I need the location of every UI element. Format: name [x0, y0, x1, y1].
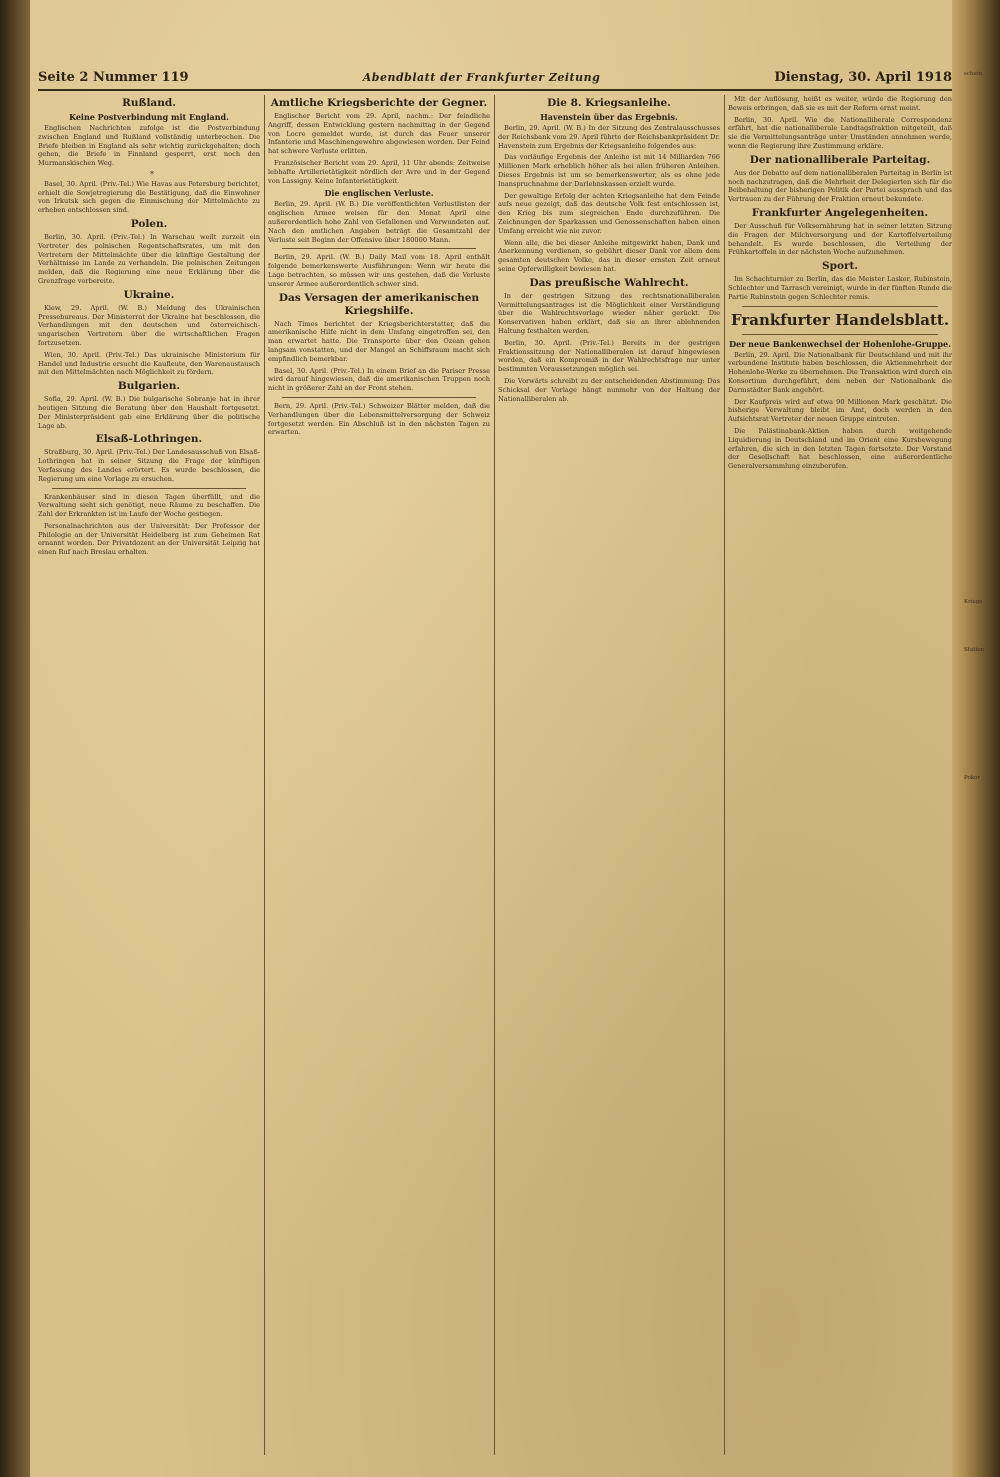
heading-polen: Polen.	[130, 217, 168, 230]
heading-amtliche-kriegsberichte: Amtliche Kriegsberichte der Gegner.	[270, 97, 488, 109]
column-1	[38, 95, 260, 1455]
article-text: Nach Times berichtet der Kriegsberichterstatter, daß die amerikanische Hilfe nicht in dem Umfang eingetroffen sei, den man erwartet hatte. Die Transporte über den Ozean gehen langsam vonstatten, und der Mangel an Schiffsraum macht sich empfindlich bemerkbar.	[268, 319, 490, 363]
column-4	[728, 95, 952, 1455]
article-text: In der gestrigen Sitzung des rechtsnationalliberalen Vermittelungsantrages ist die Möglichkeit einer Verständigung über die Wahlrechtsvorlage wieder näher gerückt. Die Konservativen haben erklärt, daß sie an ihrer ablehnenden Haltung festhalten werden.	[498, 291, 720, 335]
article-text: Französischer Bericht vom 29. April, 11 Uhr abends: Zeitweise lebhafte Artillerietätigkeit nördlich der Avre und in der Gegend von Lassigny. Keine Infanterietätigkeit.	[268, 158, 490, 185]
page-header	[38, 66, 952, 88]
section-divider	[282, 248, 476, 249]
article-text: Im Schachturnier zu Berlin, das die Meister Lasker, Rubinstein, Schlechter und Tarrasch vereinigt, wurde in der fünften Runde die Partie Rubinstein gegen Schlechter remis.	[728, 275, 952, 301]
article-text: Der gewaltige Erfolg der achten Kriegsanleihe hat dem Feinde aufs neue gezeigt, daß das deutsche Volk fest entschlossen ist, den Krieg bis zum siegreichen Ende durchzuführen. Die Zeichnungen der Sparkassen und Genossenschaften haben einen Umfang erreicht wie nie zuvor.	[498, 191, 720, 235]
issue-date: Dienstag, 30. April 1918	[774, 69, 952, 85]
article-text: Basel, 30. April. (Priv.-Tel.) Wie Havas aus Petersburg berichtet, erhielt die Sowjetregierung die Bestätigung, daß die Einwohner von Irkutsk sich gegen die Einmischung der Mittelmächte zu erheben entschlossen sind.	[38, 179, 260, 215]
column-2	[268, 95, 490, 1455]
heading-sport: Sport.	[822, 260, 858, 273]
section-divider	[742, 334, 938, 335]
section-divider	[52, 488, 246, 489]
heading-englische-verluste: Die englischen Verluste.	[324, 188, 434, 199]
adjacent-page-text: schein	[964, 71, 983, 77]
heading-bulgarien: Bulgarien.	[117, 380, 181, 393]
article-text: Berlin, 29. April. (W. B.) Die veröffentlichten Verlustlisten der englischen Armee weisen für den Monat April eine außerordentlich hohe Zahl von Gefallenen und Verwundeten auf. Nach den amtlichen Angaben beträgt die Gesamtzahl der Verluste seit Beginn der Offensive über 180000 Mann.	[268, 200, 490, 244]
article-text: Berlin, 30. April. (Priv.-Tel.) Bereits in der gestrigen Fraktionssitzung der Nationalliberalen ist darauf hingewiesen worden, daß ein Kompromiß in der Wahlrechtsfrage nur unter bestimmten Voraussetzungen möglich sei.	[498, 338, 720, 374]
column-divider	[264, 95, 265, 1455]
masthead: Abendblatt der Frankfurter Zeitung	[362, 70, 601, 84]
subheading-russland: Keine Postverbindung mit England.	[69, 112, 229, 122]
subheading-havenstein: Havenstein über das Ergebnis.	[540, 112, 678, 122]
heading-russland: Rußland.	[122, 97, 176, 109]
article-text: Berlin, 29. April. (W. B.) Daily Mail vom 18. April enthält folgende bemerkenswerte Ausführungen: Wenn wir heute die Lage betrachten, so müssen wir uns gestehen, daß die Verluste unserer Armee außerordentlich schwer sind.	[268, 253, 490, 288]
article-text: Aus der Debatte auf dem nationalliberalen Parteitag in Berlin ist noch nachzutragen, daß die Mehrheit der Delegierten sich für die Beibehaltung der bisherigen Politik der Partei aussprach und das Vertrauen zu der Führung der Fraktion erneut bekundete.	[728, 168, 952, 204]
article-text: Die Vorwärts schreibt zu der entscheidenden Abstimmung: Das Schicksal der Vorlage hängt nunmehr von der Haltung der Nationalliberalen ab.	[498, 376, 720, 403]
article-text: Bern, 29. April. (Priv.-Tel.) Schweizer Blätter melden, daß die Verhandlungen über die Lebensmittelversorgung der Schweiz fortgesetzt werden. Ein Abschluß ist in den nächsten Tagen zu erwarten.	[268, 401, 490, 437]
adjacent-page-text: Kriegs	[964, 599, 983, 605]
column-3	[498, 95, 720, 1455]
article-text: Der Kaufpreis wird auf etwa 90 Millionen Mark geschätzt. Die bisherige Verwaltung bleibt im Amt, doch werden in den Aufsichtsrat Vertreter der neuen Gruppe eintreten.	[728, 397, 952, 424]
article-text: Basel, 30. April. (Priv.-Tel.) In einem Brief an die Pariser Presse wird darauf hingewiesen, daß die amerikanischen Truppen noch nicht in größerer Zahl an der Front stehen.	[268, 366, 490, 393]
article-text: Berlin, 30. April. Wie die Nationalliberale Correspondenz erfährt, hat die nationalliberale Landtagsfraktion mitgeteilt, daß sie die Vermittelungsanträge unter Umständen annehmen werde, wenn die Regierung ihre Zustimmung erkläre.	[728, 115, 952, 150]
column-divider	[494, 95, 495, 1455]
article-text: Straßburg, 30. April. (Priv.-Tel.) Der Landesausschuß von Elsaß-Lothringen hat in seiner Sitzung die Frage der künftigen Verfassung des Landes erörtert. Es wurde beschlossen, die Regierung um eine Vorlage zu ersuchen.	[38, 448, 260, 483]
section-divider	[282, 397, 476, 398]
adjacent-page-text: Pokor	[964, 775, 981, 781]
article-text: Personalnachrichten aus der Universität: Der Professor der Philologie an der Universität Heidelberg ist zum Geheimen Rat ernannt worden. Der Privatdozent an der Universität Leipzig hat einen Ruf nach Breslau erhalten.	[38, 521, 260, 557]
heading-ukraine: Ukraine.	[123, 288, 175, 301]
adjacent-page-strip	[960, 0, 1000, 1477]
separator-dot: *	[150, 169, 154, 179]
heading-nationalliberaler-parteitag: Der nationalliberale Parteitag.	[749, 153, 931, 166]
adjacent-page-text: Station	[964, 647, 985, 653]
article-text: Sofia, 29. April. (W. B.) Die bulgarische Sobranje hat in ihrer heutigen Sitzung die Beratung über den Haushalt fortgesetzt. Der Ministerpräsident gab eine Erklärung über die politische Lage ab.	[38, 395, 260, 430]
article-text: Die Palästinabank-Aktien haben durch weitgehende Liquidierung in Deutschland und im Orient eine Kursbewegung erfahren, die sich in den letzten Tagen fortsetzte. Der Vorstand der Gesellschaft hat beschlossen, eine außerordentliche Generalversammlung einzuberufen.	[728, 426, 952, 471]
article-text: Englischen Nachrichten zufolge ist die Postverbindung zwischen England und Rußland vollständig unterbrochen. Die Briefe bleiben in England als sehr wichtig zurückgehalten; doch gehen, die Briefe in Finnland gesperrt, erst noch den Murmanskischen Weg.	[38, 124, 260, 168]
section-divider	[742, 306, 938, 307]
article-text: Berlin, 29. April. (W. B.) In der Sitzung des Zentralausschusses der Reichsbank vom 29. April führte der Reichsbankpräsident Dr. Havenstein zum Ergebnis der Kriegsanleihe folgendes aus:	[498, 124, 720, 150]
article-text: Das vorläufige Ergebnis der Anleihe ist mit 14 Milliarden 766 Millionen Mark erheblich höher als bei allen früheren Anleihen. Dieses Ergebnis ist um so bemerkenswerter, als es ohne jede Inanspruchnahme der Darlehnskassen erzielt wurde.	[498, 153, 720, 188]
heading-kriegsanleihe: Die 8. Kriegsanleihe.	[547, 97, 671, 109]
heading-amerikanische-kriegshilfe: Das Versagen der amerikanischen Kriegshilfe.	[278, 291, 480, 317]
heading-preussisches-wahlrecht: Das preußische Wahlrecht.	[529, 276, 689, 289]
article-text: Krankenhäuser sind in diesen Tagen überfüllt, und die Verwaltung sieht sich genötigt, neue Räume zu beschaffen. Die Zahl der Erkrankten ist im Laufe der Woche gestiegen.	[38, 492, 260, 519]
article-text: Der Ausschuß für Volksernährung hat in seiner letzten Sitzung die Fragen der Milchversorgung und der Kartoffelverteilung behandelt. Es wurde beschlossen, die Verteilung der Frühkartoffeln in der nächsten Woche aufzunehmen.	[728, 221, 952, 257]
article-text: Berlin, 30. April. (Priv.-Tel.) In Warschau weilt zurzeit ein Vertreter des polnischen Regentschaftsrates, um mit den Vertretern der Mittelmächte über die künftige Gestaltung der Verhältnisse im Lande zu verhandeln. Die polnischen Zeitungen melden, daß die Regierung eine neue Erklärung über die Grenzfrage vorbereite.	[38, 232, 260, 285]
page-number: Seite 2 Nummer 119	[38, 69, 189, 85]
subheading-hohenlohe-gruppe: Der neue Bankenwechsel der Hohenlohe-Gruppe.	[729, 338, 951, 349]
newspaper-page	[30, 0, 960, 1477]
column-divider	[724, 95, 725, 1455]
heading-elsass: Elsaß-Lothringen.	[95, 433, 203, 446]
article-text: Mit der Auflösung, heißt es weiter, würde die Regierung den Beweis erbringen, daß sie es mit der Reform ernst meint.	[728, 95, 952, 112]
article-text: Kiew, 29. April. (W. B.) Meldung des Ukrainischen Pressebureaus. Der Ministerrat der Ukraine hat beschlossen, die Verhandlungen mit den deutschen und österreichisch-ungarischen Vertretern über die wirtschaftlichen Fragen fortzusetzen.	[38, 303, 260, 347]
article-text: Wien, 30. April. (Priv.-Tel.) Das ukrainische Ministerium für Handel und Industrie ersucht die Kaufleute, den Warenaustausch mit den Mittelmächten nach Möglichkeit zu fördern.	[38, 350, 260, 377]
article-text: Englischer Bericht vom 29. April, nachm.: Der feindliche Angriff, dessen Entwicklung gestern nachmittag in der Gegend von Locre gemeldet wurde, ist durch das Feuer unserer Infanterie und Maschinengewehre abgewiesen worden. Der Feind hat schwere Verluste erlitten.	[268, 112, 490, 156]
heading-frankfurter-angelegenheiten: Frankfurter Angelegenheiten.	[751, 206, 929, 219]
heading-frankfurter-handelsblatt: Frankfurter Handelsblatt.	[730, 310, 950, 329]
header-rule	[38, 89, 952, 91]
book-binding-left	[0, 0, 34, 1477]
article-text: Wenn alle, die bei dieser Anleihe mitgewirkt haben, Dank und Anerkennung verdienen, so gebührt dieser Dank vor allem dem gesamten deutschen Volke, das in dieser ernsten Zeit erneut seine Opferwilligkeit bewiesen hat.	[498, 238, 720, 273]
article-text: Berlin, 29. April. Die Nationalbank für Deutschland und mit ihr verbundene Institute haben beschlossen, die Aktienmehrheit der Hohenlohe-Werke zu übernehmen. Die Transaktion wird durch ein Konsortium durchgeführt, dem neben der Nationalbank die Darmstädter Bank angehört.	[728, 350, 952, 394]
